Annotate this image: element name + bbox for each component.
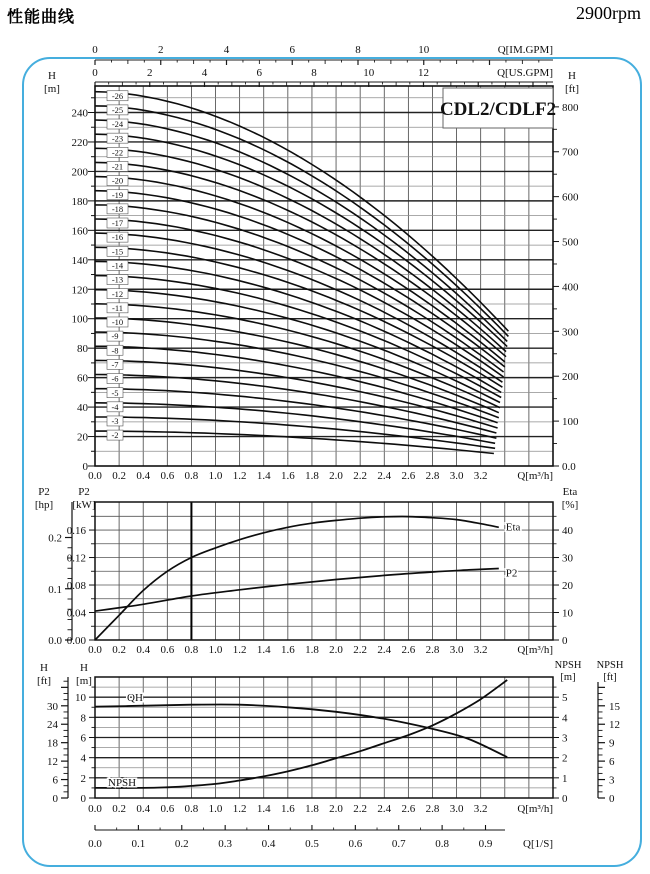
svg-text:-20: -20 [111,175,124,186]
svg-text:-24: -24 [111,119,124,130]
svg-text:-17: -17 [111,218,124,229]
svg-text:18: 18 [47,737,58,750]
svg-text:1.2: 1.2 [232,803,247,815]
svg-text:2.0: 2.0 [329,803,343,815]
svg-text:700: 700 [562,146,579,159]
svg-text:[ft]: [ft] [36,675,52,687]
svg-text:0.2: 0.2 [112,803,126,815]
svg-text:3: 3 [562,732,568,745]
svg-text:Q[m³/h]: Q[m³/h] [517,644,553,656]
svg-text:80: 80 [77,343,88,356]
svg-text:0.7: 0.7 [391,838,406,850]
svg-text:0.8: 0.8 [435,838,449,850]
svg-text:4: 4 [201,67,208,79]
svg-text:0.2: 0.2 [174,838,189,850]
svg-text:-14: -14 [111,260,124,271]
svg-text:1.8: 1.8 [305,803,319,815]
svg-text:6: 6 [609,756,615,769]
head-chart [44,70,579,482]
svg-text:4: 4 [80,752,86,765]
svg-text:Q[m³/h]: Q[m³/h] [517,803,553,815]
svg-text:3.0: 3.0 [449,803,464,815]
svg-text:100: 100 [71,313,88,326]
svg-text:0.6: 0.6 [348,838,363,850]
svg-text:180: 180 [71,195,88,208]
svg-text:1.6: 1.6 [280,803,295,815]
svg-text:-15: -15 [111,246,124,257]
svg-text:0.08: 0.08 [66,580,86,593]
svg-text:12: 12 [47,756,58,769]
svg-text:P2: P2 [38,486,50,498]
svg-text:0.1: 0.1 [131,838,146,850]
svg-text:2.6: 2.6 [401,803,416,815]
svg-text:P2: P2 [78,486,90,498]
svg-text:1.6: 1.6 [280,470,295,482]
svg-text:H: H [568,70,576,82]
svg-text:NPSH: NPSH [554,660,582,671]
svg-text:2.4: 2.4 [377,644,392,656]
stage-curves [95,92,508,454]
svg-text:CDL2/CDLF2: CDL2/CDLF2 [439,99,557,120]
svg-text:2: 2 [158,44,164,56]
svg-text:0.0: 0.0 [88,470,102,482]
svg-text:-8: -8 [111,345,119,356]
svg-text:500: 500 [562,236,579,249]
svg-text:Q[US.GPM]: Q[US.GPM] [497,67,553,79]
svg-text:1.0: 1.0 [208,803,223,815]
svg-text:2: 2 [146,67,153,79]
svg-text:3.2: 3.2 [473,644,488,656]
top-gpm-axes [92,44,553,87]
svg-text:2.0: 2.0 [329,644,343,656]
svg-text:0.6: 0.6 [160,803,175,815]
stage-curve-8 [95,346,498,423]
svg-text:-18: -18 [111,203,124,214]
svg-text:0.1: 0.1 [48,583,62,596]
svg-text:2: 2 [562,752,568,765]
svg-text:0.3: 0.3 [218,838,233,850]
svg-text:2.4: 2.4 [377,803,392,815]
npsh-chart [37,660,624,850]
svg-text:Eta: Eta [562,486,578,498]
svg-text:0: 0 [562,793,568,805]
svg-text:0.4: 0.4 [136,644,151,656]
svg-text:Q[m³/h]: Q[m³/h] [517,470,553,482]
svg-text:0.16: 0.16 [66,525,86,538]
svg-text:Eta: Eta [505,521,521,534]
qh-curve [95,704,507,757]
svg-text:240: 240 [71,107,88,120]
svg-text:10: 10 [363,67,375,79]
svg-text:NPSH: NPSH [596,660,624,671]
svg-text:160: 160 [71,225,88,238]
svg-text:8: 8 [355,44,361,56]
svg-text:600: 600 [562,191,579,204]
svg-text:2.8: 2.8 [425,644,440,656]
svg-text:0.00: 0.00 [66,635,86,647]
svg-text:[m]: [m] [76,675,92,687]
svg-text:1.2: 1.2 [232,644,247,656]
svg-text:Q[IM.GPM]: Q[IM.GPM] [497,44,553,56]
svg-text:0.0: 0.0 [88,838,102,850]
svg-text:[ft]: [ft] [603,672,617,683]
svg-text:-19: -19 [111,189,124,200]
svg-text:1.2: 1.2 [232,470,247,482]
svg-text:120: 120 [71,284,88,297]
svg-text:200: 200 [562,371,579,384]
svg-text:0.6: 0.6 [160,470,175,482]
svg-text:H: H [40,662,48,674]
svg-text:H: H [48,70,56,82]
svg-text:8: 8 [311,67,317,79]
svg-text:3.2: 3.2 [473,803,488,815]
svg-text:400: 400 [562,281,579,294]
svg-text:-2: -2 [111,430,119,441]
svg-text:0.4: 0.4 [136,803,151,815]
svg-text:5: 5 [562,692,568,705]
svg-text:0.04: 0.04 [66,607,86,620]
svg-text:10: 10 [418,44,430,56]
svg-text:140: 140 [71,254,88,267]
svg-text:0.2: 0.2 [112,470,126,482]
svg-text:-10: -10 [111,317,124,328]
svg-text:0.4: 0.4 [136,470,151,482]
svg-text:200: 200 [71,166,88,179]
svg-text:0.0: 0.0 [88,644,102,656]
svg-text:0: 0 [92,67,98,79]
svg-text:0.2: 0.2 [48,532,62,545]
svg-text:10: 10 [75,692,86,705]
svg-text:0.0: 0.0 [88,803,102,815]
svg-text:6: 6 [52,774,58,787]
svg-text:-13: -13 [111,274,124,285]
svg-text:2.6: 2.6 [401,470,416,482]
svg-text:1.0: 1.0 [208,470,223,482]
svg-text:12: 12 [609,719,620,732]
svg-text:Q[1/S]: Q[1/S] [523,838,553,850]
svg-text:3: 3 [609,774,615,787]
svg-text:20: 20 [77,431,88,444]
svg-text:4: 4 [223,44,230,56]
svg-text:4: 4 [562,712,568,725]
svg-text:-6: -6 [111,373,119,384]
svg-text:0.0: 0.0 [48,635,62,647]
svg-text:0.0: 0.0 [562,461,576,473]
svg-text:-9: -9 [111,331,119,342]
svg-text:30: 30 [47,700,58,713]
svg-text:220: 220 [71,136,88,149]
svg-text:0: 0 [80,793,86,805]
svg-text:-26: -26 [111,90,124,101]
svg-text:2: 2 [80,772,86,785]
svg-text:-12: -12 [111,288,124,299]
svg-text:1.4: 1.4 [256,470,271,482]
svg-text:40: 40 [77,402,88,415]
svg-text:0.8: 0.8 [184,803,199,815]
svg-text:1.4: 1.4 [256,644,271,656]
svg-text:30: 30 [562,552,573,565]
svg-text:[ft]: [ft] [564,83,580,95]
svg-text:3.0: 3.0 [449,644,464,656]
svg-text:[hp]: [hp] [34,499,54,511]
svg-text:-3: -3 [111,416,119,427]
svg-text:0.6: 0.6 [160,644,175,656]
svg-text:[m]: [m] [44,83,60,95]
model-badge [440,88,556,128]
svg-text:-25: -25 [111,104,124,115]
svg-text:0.4: 0.4 [261,838,276,850]
svg-text:[m]: [m] [560,672,576,683]
power-chart [35,486,578,656]
svg-text:-4: -4 [111,401,119,412]
svg-text:40: 40 [562,525,573,538]
svg-text:800: 800 [562,101,579,114]
svg-text:1.8: 1.8 [305,470,319,482]
svg-text:0.8: 0.8 [184,470,199,482]
svg-text:-22: -22 [111,147,124,158]
svg-text:[%]: [%] [561,499,579,511]
svg-text:6: 6 [256,67,262,79]
svg-text:2.2: 2.2 [353,470,368,482]
svg-text:NPSH: NPSH [108,777,137,789]
svg-text:2.0: 2.0 [329,470,343,482]
svg-text:0: 0 [52,793,58,805]
svg-text:1.8: 1.8 [305,644,319,656]
svg-text:20: 20 [562,580,573,593]
svg-text:0.5: 0.5 [305,838,319,850]
svg-text:24: 24 [47,719,58,732]
svg-text:QH: QH [127,692,143,704]
eta-curve [95,517,499,640]
svg-text:2.2: 2.2 [353,803,368,815]
svg-text:0: 0 [92,44,98,56]
svg-text:3.0: 3.0 [449,470,464,482]
svg-text:15: 15 [609,700,620,713]
svg-text:P2: P2 [505,567,518,580]
svg-text:1.0: 1.0 [208,644,223,656]
rpm-label: 2900rpm [576,3,641,23]
page-title: 性能曲线 [7,9,76,26]
svg-text:3.2: 3.2 [473,470,488,482]
svg-text:1.4: 1.4 [256,803,271,815]
svg-text:0.2: 0.2 [112,644,126,656]
svg-text:[kW]: [kW] [72,499,96,511]
svg-text:9: 9 [609,737,615,750]
svg-text:0: 0 [82,461,88,473]
svg-text:-16: -16 [111,232,124,243]
stage-curve-2 [95,431,494,453]
svg-text:-11: -11 [111,302,124,313]
svg-text:60: 60 [77,372,88,385]
svg-text:2.2: 2.2 [353,644,368,656]
svg-text:1.6: 1.6 [280,644,295,656]
svg-text:2.6: 2.6 [401,644,416,656]
svg-text:2.8: 2.8 [425,470,440,482]
svg-text:-5: -5 [111,387,119,398]
svg-text:0.8: 0.8 [184,644,199,656]
svg-text:6: 6 [289,44,295,56]
svg-text:300: 300 [562,326,579,339]
svg-text:-23: -23 [111,133,124,144]
svg-text:-21: -21 [111,161,124,172]
p2-curve [95,569,499,612]
svg-text:12: 12 [417,67,429,79]
svg-text:6: 6 [80,732,86,745]
svg-text:100: 100 [562,416,579,429]
svg-text:2.8: 2.8 [425,803,440,815]
svg-text:0: 0 [562,635,568,647]
svg-text:1: 1 [562,772,568,785]
svg-text:10: 10 [562,607,573,620]
svg-text:0.9: 0.9 [478,838,493,850]
svg-text:2.4: 2.4 [377,470,392,482]
npsh-curve [95,680,507,788]
svg-text:H: H [80,662,88,674]
svg-text:8: 8 [80,712,86,725]
svg-text:0: 0 [609,793,615,805]
svg-text:0.12: 0.12 [66,552,86,565]
liters-per-second-axis [88,825,553,850]
svg-text:-7: -7 [111,359,119,370]
